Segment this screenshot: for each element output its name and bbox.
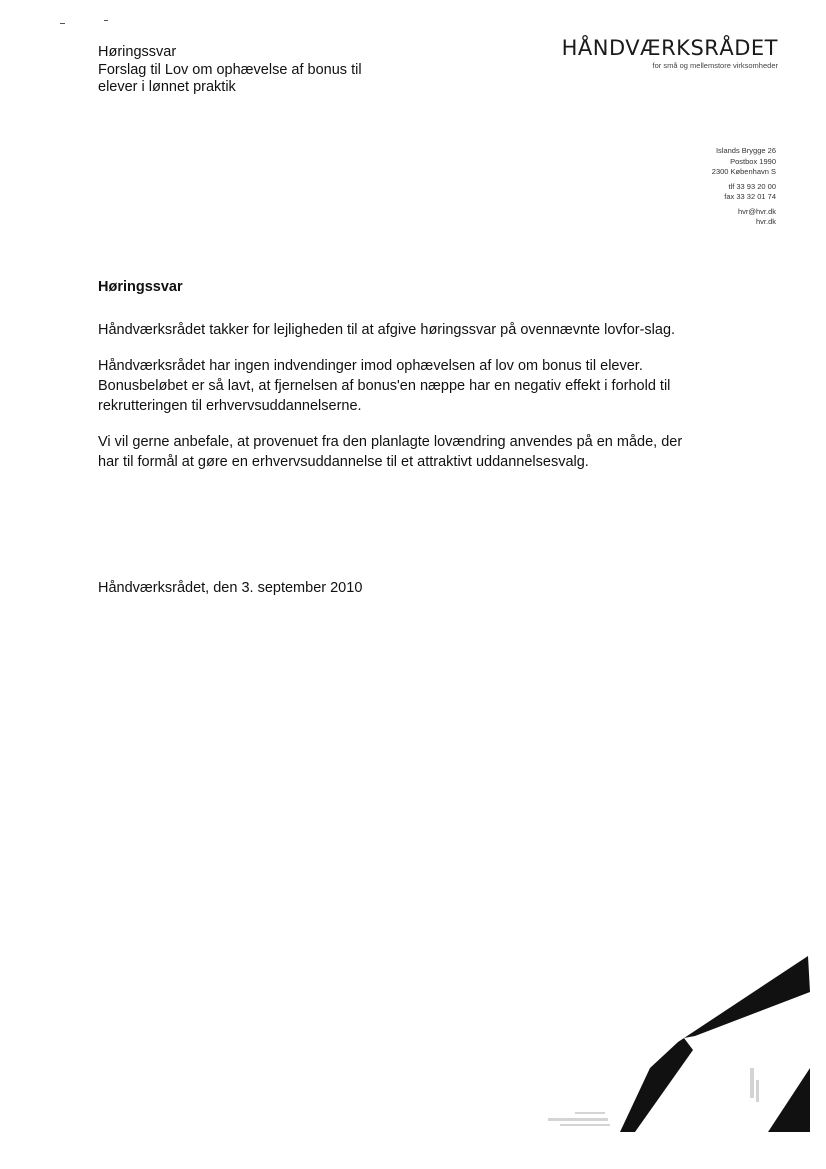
contact-postbox: Postbox 1990: [730, 156, 776, 166]
logo-stripe: [620, 956, 810, 1132]
letter-body: [98, 320, 698, 488]
brand-block: [562, 36, 778, 70]
scan-mark: [60, 23, 65, 24]
contact-email: hvr@hvr.dk: [737, 206, 776, 216]
logo-triangle: [768, 1068, 810, 1132]
subject-line: elever i lønnet praktik: [98, 79, 236, 95]
corner-logo-graphic: [520, 950, 820, 1150]
contact-city: 2300 København S: [711, 167, 776, 176]
contact-phone: tlf 33 93 20 00: [728, 181, 776, 191]
contact-street: Islands Brygge 26: [715, 146, 776, 155]
body-paragraph: Vi vil gerne anbefale, at provenuet fra den planlagte lovændring anvendes på en måde, der har til formål at gøre en erhvervsuddannelse til et attraktivt uddannelsesvalg.: [98, 434, 683, 470]
subject-line: Høringssvar: [98, 44, 177, 60]
brand-name: HÅNDVÆRKSRÅDET: [561, 36, 778, 60]
scan-mark: [104, 20, 108, 21]
contact-fax: fax 33 32 01 74: [724, 192, 776, 201]
letter-subject-block: [98, 44, 362, 97]
contact-block: [712, 146, 776, 232]
brand-tagline: for små og mellemstore virksomheder: [652, 61, 778, 70]
letter-heading: Høringssvar: [98, 279, 183, 295]
body-paragraph: Håndværksrådet takker for lejligheden til at afgive høringssvar på ovennævnte lovfor-slag.: [98, 322, 676, 338]
body-paragraph: Håndværksrådet har ingen indvendinger imod ophævelsen af lov om bonus til elever. Bonusbeløbet er så lavt, at fjernelsen af bonus'en næppe har en negativ effekt i forhold til rekrutteringen til erhvervsuddannelserne.: [98, 358, 671, 414]
contact-web: hvr.dk: [755, 217, 776, 226]
letter-signature: Håndværksrådet, den 3. september 2010: [98, 580, 363, 596]
subject-line: Forslag til Lov om ophævelse af bonus til: [98, 61, 362, 78]
